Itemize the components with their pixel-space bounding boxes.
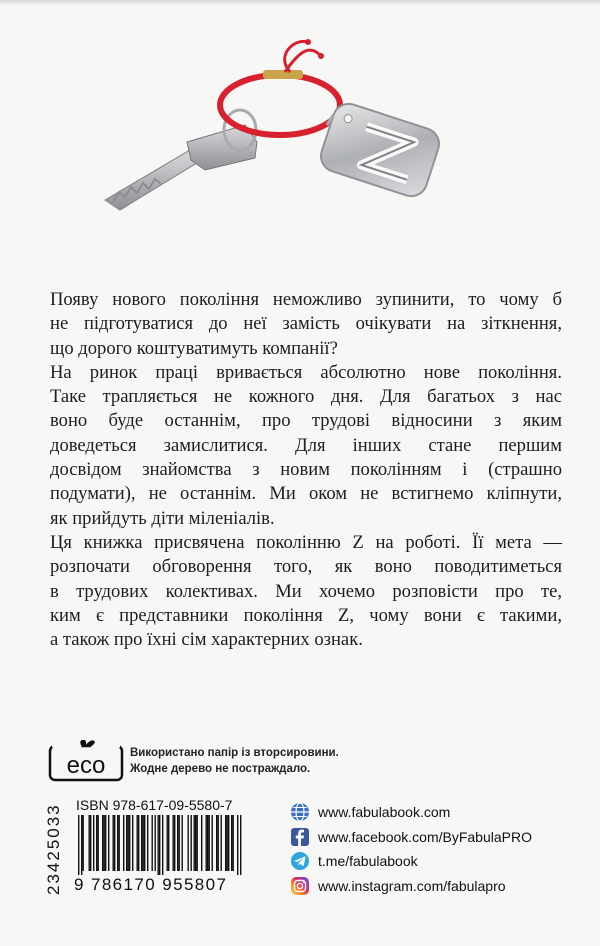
blurb-line: ким є представники покоління Z, чому вони є такими, [50, 604, 562, 626]
barcode-bar [207, 815, 208, 871]
barcode-bar [212, 815, 213, 871]
isbn-barcode [44, 793, 284, 901]
blurb-line: як прийдуть діти міленіалів. [50, 507, 275, 529]
blurb-line: досвідом знайомства з новим поколінням і (страшно [50, 459, 562, 481]
barcode-bar [137, 815, 138, 871]
barcode-bar [105, 815, 106, 871]
barcode-bar [132, 815, 133, 871]
barcode-bar [209, 815, 210, 871]
barcode-bar [182, 815, 183, 871]
eco-caption-line2: Жодне дерево не постраждало. [130, 763, 311, 775]
link-facebook-text[interactable]: www.facebook.com/ByFabulaPRO [318, 828, 532, 845]
barcode-bar [174, 815, 175, 871]
bracelet-icon [220, 39, 340, 135]
barcode-bar [126, 815, 127, 871]
barcode-bar [188, 815, 189, 871]
barcode-bar [78, 815, 79, 875]
key-icon [105, 125, 257, 210]
barcode-bar [117, 815, 118, 871]
barcode-bar [159, 815, 160, 875]
barcode-bar [201, 815, 202, 871]
barcode-bar [162, 815, 163, 875]
blurb-text [50, 288, 562, 652]
barcode-bar [123, 815, 124, 871]
link-website-text[interactable]: www.fabulabook.com [318, 804, 451, 821]
keychain-illustration [95, 30, 455, 230]
barcode-bar [141, 815, 142, 871]
barcode-bar [155, 815, 156, 871]
link-instagram-text[interactable]: www.instagram.com/fabulapro [318, 877, 506, 894]
barcode-bar [114, 815, 115, 871]
barcode-bar [102, 815, 103, 871]
blurb-line: що дорого коштуватимуть компанії? [50, 337, 338, 359]
blurb-line: доведеться замислитися. Для інших стане першим [50, 434, 562, 456]
barcode-bar [216, 815, 217, 871]
barcode-bar [143, 815, 144, 871]
eco-logo-text: eco [66, 752, 106, 779]
blurb-line: не підготуватися до неї замість очікувати на зіткнення, [50, 313, 562, 335]
globe-icon [290, 802, 310, 822]
barcode-bar [233, 815, 234, 871]
isbn-label: ISBN 978-617-09-5580-7 [76, 797, 233, 813]
barcode-bar [167, 815, 168, 871]
instagram-icon [290, 876, 310, 896]
barcode-bar [81, 815, 82, 875]
barcode-bar [129, 815, 130, 871]
barcode-bar [90, 815, 91, 871]
barcode-bar [237, 815, 238, 875]
blurb-line: Таке трапляється не кожного дня. Для багатьох з нас [50, 386, 562, 408]
barcode-bar [195, 815, 196, 871]
barcode-bar [144, 815, 145, 871]
barcode-bar [93, 815, 94, 871]
barcode-bar [158, 815, 159, 875]
barcode-bar [108, 815, 109, 871]
barcode-bar [197, 815, 198, 871]
barcode-bar [191, 815, 192, 871]
barcode-bar [240, 815, 241, 875]
blurb-line: Появу нового покоління неможливо зупинити, то чому б [50, 289, 562, 310]
barcode-bar [177, 815, 178, 871]
barcode-bar [96, 815, 97, 871]
telegram-icon [290, 851, 310, 871]
barcode-bar [228, 815, 229, 871]
blurb-line: а також про їхні сім характерних ознак. [50, 629, 363, 651]
blurb-line: На ринок праці вривається абсолютно нове покоління. [50, 361, 562, 383]
eco-badge [48, 740, 339, 782]
barcode-bar [113, 815, 114, 871]
barcode-bar [227, 815, 228, 871]
publisher-links [290, 800, 532, 898]
barcode-side-digits-text: 23425033 [44, 803, 63, 895]
blurb-line: Ця книжка присвячена поколінню Z на роботі. Її мета — [50, 531, 562, 553]
barcode-bar [179, 815, 180, 871]
barcode-bar [98, 815, 99, 871]
blurb-line: в трудових колективах. Ми хочемо розповісти про те, [50, 580, 562, 602]
barcode-bar [225, 815, 226, 871]
barcode-bar [218, 815, 219, 871]
barcode-bar [173, 815, 174, 871]
z-tag-icon [317, 100, 443, 201]
barcode-bar [83, 815, 84, 871]
barcode-bar [194, 815, 195, 871]
link-website[interactable] [290, 800, 532, 825]
barcode-side-digits [44, 795, 68, 895]
facebook-icon [290, 827, 310, 847]
barcode-bar [89, 815, 90, 871]
blurb-line: подумати), не останнім. Ми оком не встигнемо кліпнути, [50, 483, 562, 505]
barcode-bar [119, 815, 120, 871]
top-edge-shadow [0, 0, 600, 6]
barcode-bar [206, 815, 207, 871]
eco-logo-icon [48, 740, 124, 782]
link-telegram[interactable] [290, 849, 532, 874]
link-facebook[interactable] [290, 825, 532, 850]
barcode-bar [128, 815, 129, 871]
barcode-bar [104, 815, 105, 871]
barcode-bar [231, 815, 232, 871]
barcode-digits: 9 786170 955807 [74, 875, 228, 894]
eco-caption [130, 745, 339, 777]
barcode-bar [168, 815, 169, 871]
barcode-bar [221, 815, 222, 871]
barcode-bar [152, 815, 153, 871]
link-telegram-text[interactable]: t.me/fabulabook [318, 853, 418, 870]
blurb-line: воно буде останнім, про трудові відносини з яким [50, 410, 562, 432]
eco-caption-line1: Використано папір із вторсировини. [130, 747, 339, 759]
barcode-bar [138, 815, 139, 871]
barcode-bar [147, 815, 148, 871]
link-instagram[interactable] [290, 874, 532, 899]
blurb-line: розпочати обговорення того, як воно поводитиметься [50, 556, 562, 578]
barcode-bars [74, 815, 244, 875]
